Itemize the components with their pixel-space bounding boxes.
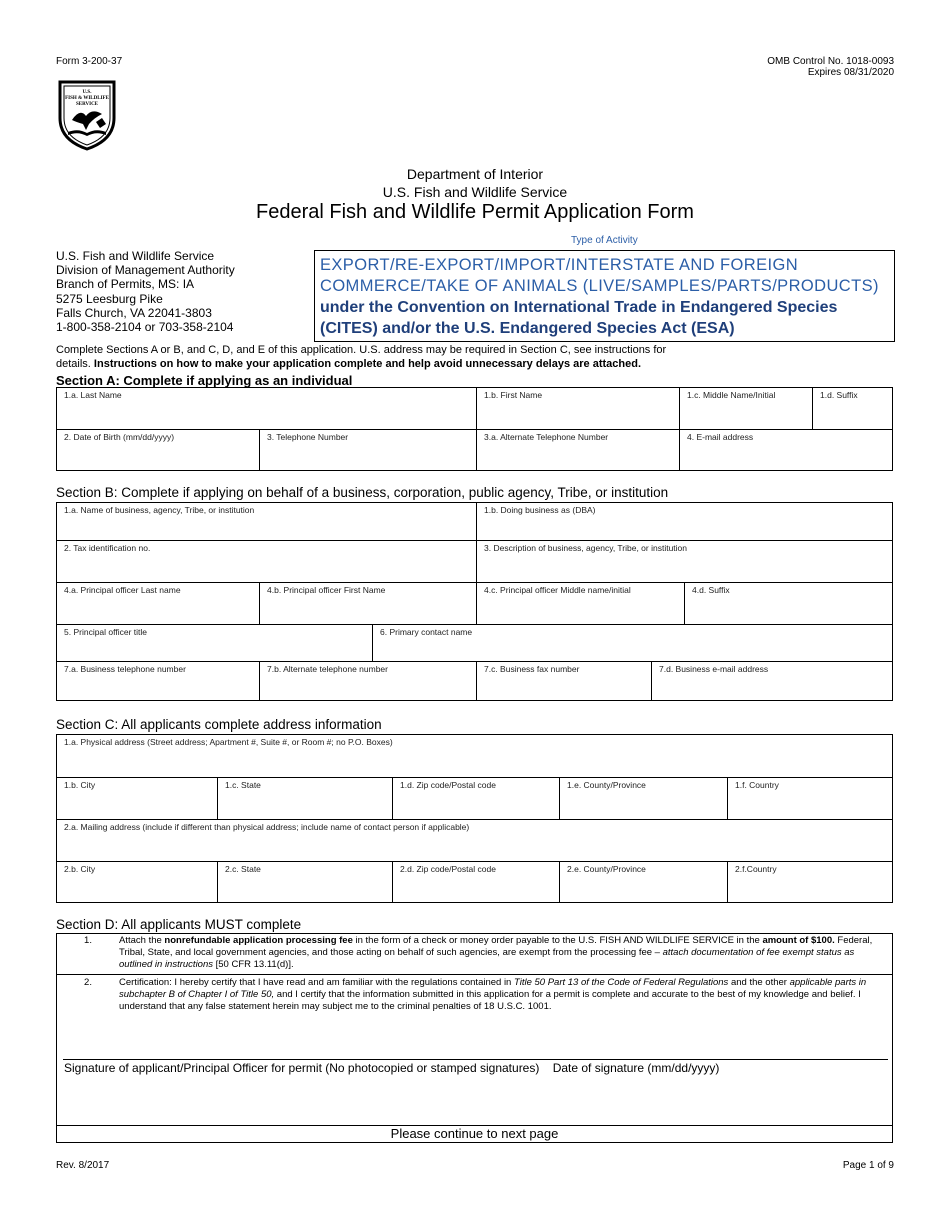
- address-line: Falls Church, VA 22041-3803: [56, 305, 212, 320]
- field-dba[interactable]: 1.b. Doing business as (DBA): [476, 503, 892, 540]
- activity-line-2: COMMERCE/TAKE OF ANIMALS (LIVE/SAMPLES/PARTS/PRODUCTS): [320, 277, 879, 295]
- field-mailing-county[interactable]: 2.e. County/Province: [559, 862, 727, 902]
- fee-text: in the form of a check or money order payable to the U.S. FISH AND WILDLIFE SERVICE in the: [352, 935, 763, 946]
- fee-text: Federal, Tribal, State, and local government agencies, and those acting on behalf of such agencies, are exempt from the processing fee –: [119, 935, 873, 958]
- omb-control: OMB Control No. 1018-0093: [767, 56, 894, 67]
- service-name: U.S. Fish and Wildlife Service: [382, 184, 568, 200]
- logo-text-1: U.S.: [82, 90, 92, 95]
- field-county[interactable]: 1.e. County/Province: [559, 778, 727, 819]
- field-business-email[interactable]: 7.d. Business e-mail address: [651, 662, 892, 700]
- activity-type-box: [314, 250, 895, 342]
- type-of-activity-label: Type of Activity: [571, 235, 638, 246]
- signature-line: [63, 1059, 888, 1060]
- section-b-table: [56, 502, 893, 701]
- activity-line-4: (CITES) and/or the U.S. Endangered Species Act (ESA): [320, 320, 735, 337]
- form-number: Form 3-200-37: [56, 56, 123, 67]
- certification-text: and the other: [728, 977, 790, 988]
- revision-date: Rev. 8/2017: [56, 1160, 110, 1171]
- expires-date: Expires 08/31/2020: [807, 67, 894, 78]
- field-officer-suffix[interactable]: 4.d. Suffix: [684, 583, 892, 624]
- mailing-address-block: [56, 249, 235, 334]
- field-last-name[interactable]: 1.a. Last Name: [64, 390, 122, 400]
- address-phone: 1-800-358-2104 or 703-358-2104: [56, 320, 234, 335]
- section-c-table: [56, 734, 893, 903]
- signature-field[interactable]: [63, 1080, 888, 1124]
- section-d-table: [56, 933, 893, 1143]
- field-email[interactable]: 4. E-mail address: [679, 430, 892, 470]
- field-zip[interactable]: 1.d. Zip code/Postal code: [392, 778, 559, 819]
- field-officer-middle-name[interactable]: 4.c. Principal officer Middle name/initial: [476, 583, 684, 624]
- address-line: Division of Management Authority: [56, 263, 235, 278]
- field-state[interactable]: 1.c. State: [217, 778, 392, 819]
- section-d-title: Section D: All applicants MUST complete: [56, 917, 302, 932]
- field-officer-title[interactable]: 5. Principal officer title: [64, 627, 147, 637]
- address-line: Branch of Permits, MS: IA: [56, 277, 195, 292]
- field-suffix[interactable]: 1.d. Suffix: [812, 388, 892, 429]
- signature-date-label: Date of signature (mm/dd/yyyy): [552, 1061, 720, 1075]
- instructions-link-text: Instructions on how to make your application complete and help avoid unnecessary delays are attached.: [93, 357, 642, 370]
- fee-exempt-note: attach documentation of fee exempt status as outlined in instructions: [119, 947, 855, 970]
- instructions-details: details.: [56, 357, 94, 370]
- field-business-name[interactable]: 1.a. Name of business, agency, Tribe, or institution: [64, 505, 255, 515]
- field-business-description[interactable]: 3. Description of business, agency, Tribe, or institution: [476, 541, 892, 582]
- activity-line-3: under the Convention on International Trade in Endangered Species: [320, 299, 838, 316]
- field-first-name[interactable]: 1.b. First Name: [476, 388, 679, 429]
- field-officer-first-name[interactable]: 4.b. Principal officer First Name: [259, 583, 476, 624]
- field-tax-id[interactable]: 2. Tax identification no.: [64, 543, 151, 553]
- fee-cfr: [50 CFR 13.11(d)].: [213, 959, 294, 970]
- field-officer-last-name[interactable]: 4.a. Principal officer Last name: [64, 585, 181, 595]
- cfr-subchapter: applicable parts in subchapter B of Chapter I of Title 50,: [119, 977, 867, 1000]
- logo-text-3: SERVICE: [75, 102, 99, 107]
- field-business-alt-phone[interactable]: 7.b. Alternate telephone number: [259, 662, 476, 700]
- fee-amount: amount of $100.: [762, 935, 835, 946]
- form-title: Federal Fish and Wildlife Permit Application Form: [256, 201, 694, 223]
- field-country[interactable]: 1.f. Country: [727, 778, 892, 819]
- item-2-number: 2.: [84, 977, 92, 988]
- instructions: [56, 344, 896, 371]
- field-business-phone[interactable]: 7.a. Business telephone number: [64, 664, 186, 674]
- address-line: 5275 Leesburg Pike: [56, 291, 163, 306]
- certification-text: and I certify that the information submitted in this application for a permit is complete and accurate to the best of my knowledge and belief. I understand that any false statement herein may subject me to the criminal penalties of 18 U.S.C. 1001.: [119, 989, 861, 1012]
- fws-logo-shield-icon: [56, 78, 118, 152]
- field-alt-telephone[interactable]: 3.a. Alternate Telephone Number: [476, 430, 679, 470]
- fee-item: [57, 934, 892, 975]
- certification-text: Certification: I hereby certify that I have read and am familiar with the regulations contained in: [119, 977, 514, 988]
- page-number: Page 1 of 9: [842, 1160, 894, 1171]
- department-name: Department of Interior: [406, 166, 544, 182]
- instructions-line-1: Complete Sections A or B, and C, D, and E of this application. U.S. address may be required in Section C, see instructions for: [56, 344, 667, 356]
- field-mailing-state[interactable]: 2.c. State: [217, 862, 392, 902]
- field-mailing-country[interactable]: 2.f.Country: [727, 862, 892, 902]
- continue-note: Please continue to next page: [57, 1125, 892, 1142]
- field-primary-contact[interactable]: 6. Primary contact name: [372, 625, 892, 661]
- activity-line-1: EXPORT/RE-EXPORT/IMPORT/INTERSTATE AND FOREIGN: [320, 256, 799, 274]
- cfr-title-50: Title 50 Part 13 of the Code of Federal Regulations: [513, 977, 729, 988]
- fee-text: Attach the: [119, 935, 165, 946]
- field-business-fax[interactable]: 7.c. Business fax number: [476, 662, 651, 700]
- section-c-title: Section C: All applicants complete address information: [56, 717, 382, 732]
- fee-bold-text: nonrefundable application processing fee: [164, 935, 353, 946]
- section-b-title: Section B: Complete if applying on behalf of a business, corporation, public agency, Tribe, or institution: [56, 485, 669, 500]
- field-date-of-birth[interactable]: 2. Date of Birth (mm/dd/yyyy): [64, 432, 175, 442]
- field-city[interactable]: 1.b. City: [64, 780, 96, 790]
- field-mailing-address[interactable]: 2.a. Mailing address (include if different than physical address; include name of contact person if applicable): [64, 822, 470, 832]
- field-telephone[interactable]: 3. Telephone Number: [259, 430, 476, 470]
- field-physical-address[interactable]: 1.a. Physical address (Street address; Apartment #, Suite #, or Room #; no P.O. Boxes): [64, 737, 393, 747]
- logo-text-2: FISH & WILDLIFE: [65, 96, 109, 101]
- item-1-number: 1.: [84, 935, 92, 946]
- omb-block: [767, 56, 894, 78]
- section-a-title: Section A: Complete if applying as an individual: [56, 373, 353, 388]
- section-a-table: [56, 387, 893, 471]
- signature-labels: [64, 1061, 719, 1075]
- certification-item: [57, 975, 892, 1125]
- address-line: U.S. Fish and Wildlife Service: [56, 249, 215, 263]
- field-middle-name[interactable]: 1.c. Middle Name/Initial: [679, 388, 812, 429]
- signature-field-label: Signature of applicant/Principal Officer for permit (No photocopied or stamped signatures): [64, 1061, 540, 1075]
- field-mailing-zip[interactable]: 2.d. Zip code/Postal code: [392, 862, 559, 902]
- field-mailing-city[interactable]: 2.b. City: [64, 864, 96, 874]
